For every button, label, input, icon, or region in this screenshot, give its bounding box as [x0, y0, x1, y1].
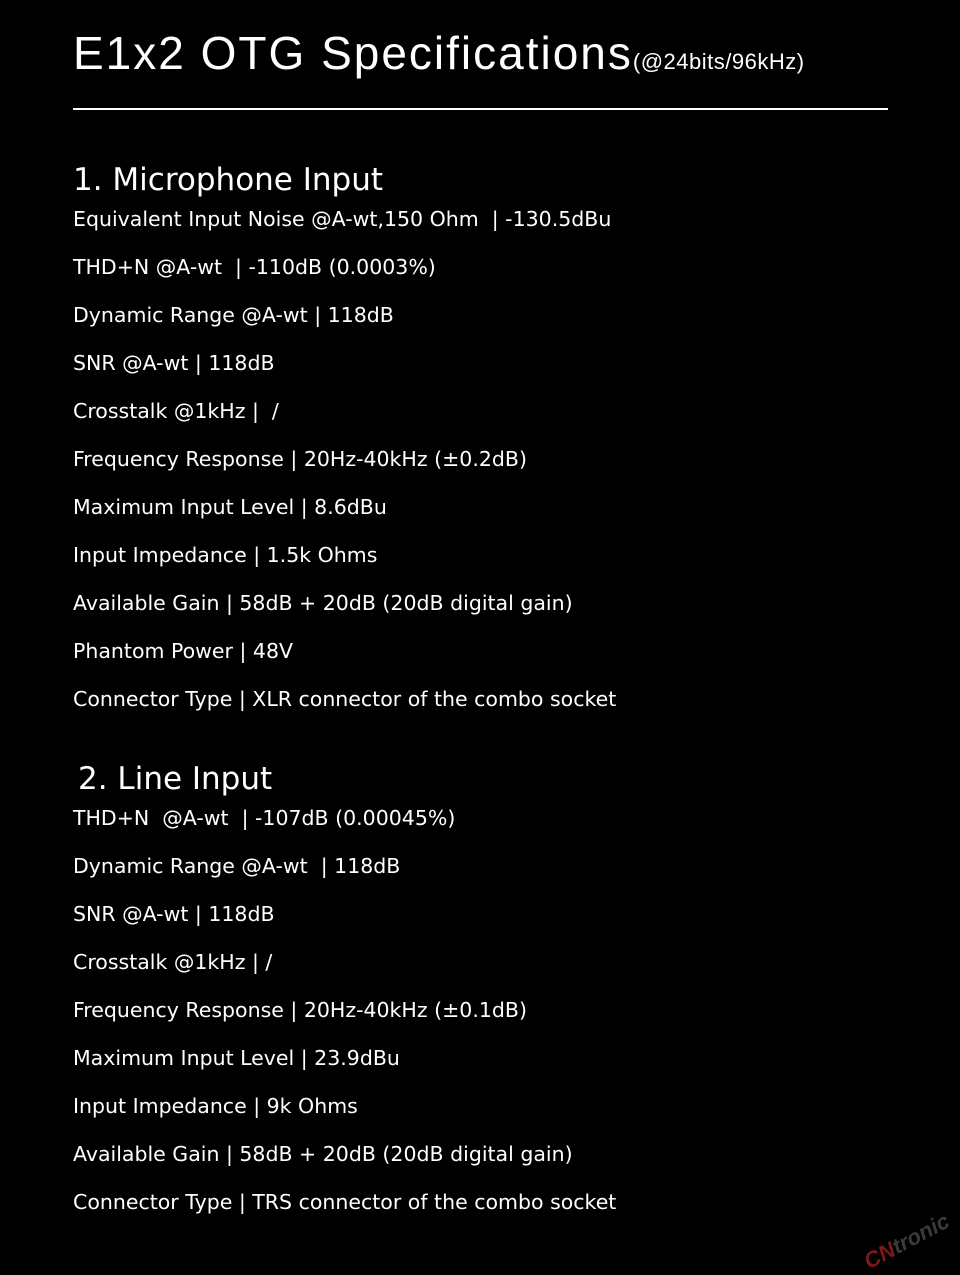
watermark-prefix: CN [859, 1236, 900, 1274]
spec-line: Input Impedance | 1.5k Ohms [73, 543, 378, 567]
spec-line: Crosstalk @1kHz | / [73, 399, 279, 423]
section-heading: 1. Microphone Input [73, 162, 383, 198]
spec-line: SNR @A-wt | 118dB [73, 351, 275, 375]
spec-line: Maximum Input Level | 23.9dBu [73, 1046, 400, 1070]
spec-line: Dynamic Range @A-wt | 118dB [73, 854, 401, 878]
spec-line: Connector Type | TRS connector of the combo socket [73, 1190, 617, 1214]
title-divider [73, 108, 888, 110]
title-main: E1x2 OTG Specifications [73, 27, 633, 79]
page-title [73, 27, 805, 79]
title-suffix: (@24bits/96kHz) [632, 49, 805, 74]
spec-line: Connector Type | XLR connector of the combo socket [73, 687, 617, 711]
section-heading: 2. Line Input [78, 761, 273, 797]
spec-line: Crosstalk @1kHz | / [73, 950, 273, 974]
spec-line: THD+N @A-wt | -110dB (0.0003%) [73, 255, 436, 279]
spec-line: Available Gain | 58dB + 20dB (20dB digital gain) [73, 1142, 573, 1166]
spec-line: Available Gain | 58dB + 20dB (20dB digital gain) [73, 591, 573, 615]
spec-line: Phantom Power | 48V [73, 639, 294, 663]
spec-line: Frequency Response | 20Hz-40kHz (±0.1dB) [73, 998, 527, 1022]
spec-line: Equivalent Input Noise @A-wt,150 Ohm | -130.5dBu [73, 207, 612, 231]
spec-line: THD+N @A-wt | -107dB (0.00045%) [73, 806, 456, 830]
spec-line: SNR @A-wt | 118dB [73, 902, 275, 926]
spec-line: Input Impedance | 9k Ohms [73, 1094, 358, 1118]
watermark-rest: tronic [887, 1208, 954, 1259]
spec-line: Maximum Input Level | 8.6dBu [73, 495, 387, 519]
section-microphone-input [73, 160, 893, 732]
spec-line: Frequency Response | 20Hz-40kHz (±0.2dB) [73, 447, 527, 471]
section-line-input [73, 759, 893, 1235]
spec-line: Dynamic Range @A-wt | 118dB [73, 303, 394, 327]
